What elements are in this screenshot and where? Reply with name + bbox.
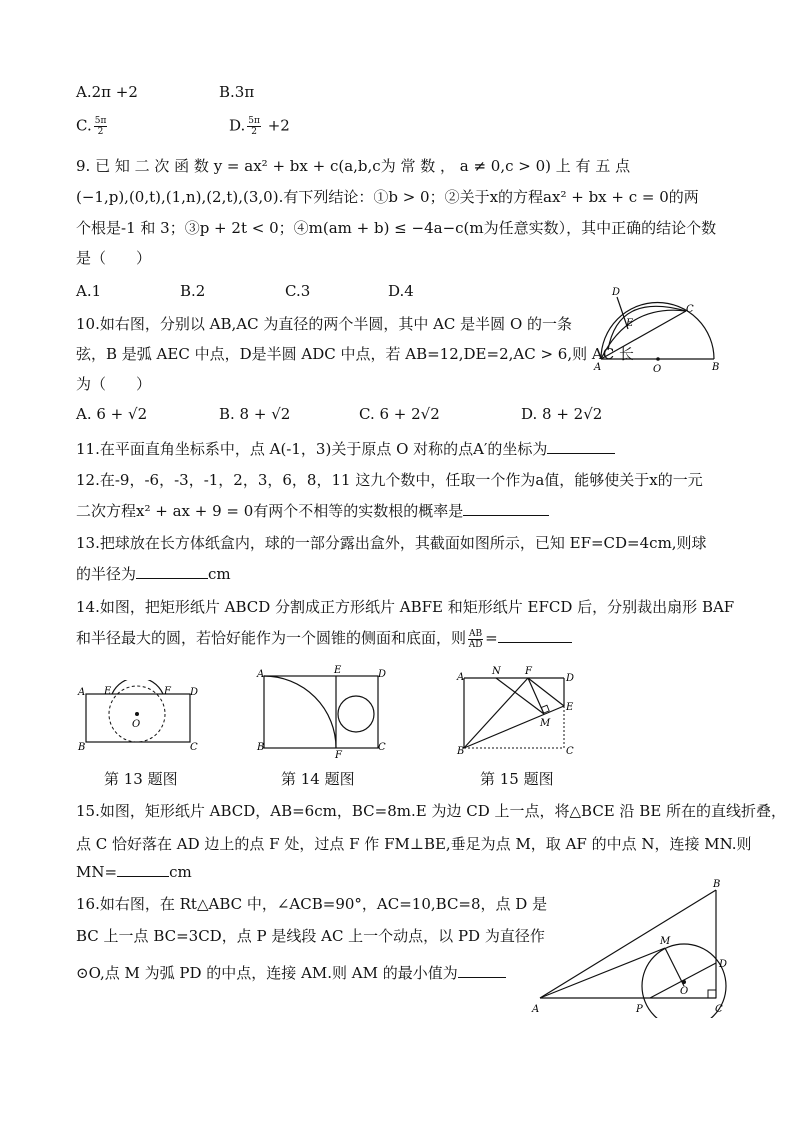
q16-line-2: BC 上一点 BC=3CD，点 P 是线段 AC 上一个动点，以 PD 为直径作 — [76, 927, 545, 945]
fig16-label-a: A — [532, 1004, 540, 1015]
fig14-label-d: D — [378, 669, 387, 680]
q11-line: 11.在平面直角坐标系中，点 A(-1，3)关于原点 O 对称的点A′的坐标为 — [76, 438, 615, 459]
q14-line-1: 14.如图，把矩形纸片 ABCD 分割成正方形纸片 ABFE 和矩形纸片 EFCD 后，分别裁出扇形 BAF — [76, 598, 735, 616]
fig13-label-a: A — [78, 687, 86, 698]
q9-option-c: C.3 — [285, 282, 311, 300]
q15-line-1: 15.如图，矩形纸片 ABCD，AB=6cm，BC=8m.E 为边 CD 上一点，将△BCE 沿 BE 所在的直线折叠， — [76, 802, 787, 820]
fig13 — [74, 680, 204, 755]
fig10-label-e: E — [626, 318, 634, 329]
q9-line-2: (−1,p),(0,t),(1,n),(2,t),(3,0).有下列结论：①b > 0；②关于x的方程ax² + bx + c = 0的两 — [76, 188, 699, 206]
q16-figure — [526, 876, 736, 1018]
q8-option-d: D. $\frac{5\pi}{2}$ +2 — [229, 116, 290, 137]
q16-line-3: ⊙O,点 M 为弧 PD 的中点，连接 AM.则 AM 的最小值为 — [76, 962, 506, 983]
fig15-caption: 第 15 题图 — [480, 770, 554, 788]
q15-line-2: 点 C 恰好落在 AD 边上的点 F 处，过点 F 作 FM⊥BE,垂足为点 M，取 AF 的中点 N，连接 MN.则 — [76, 835, 752, 853]
q14-line-2: 和半径最大的圆，若恰好能作为一个圆锥的侧面和底面，则 $\frac{AB}{AD}$ = — [76, 627, 572, 650]
fig16-label-p: P — [636, 1004, 643, 1015]
q16-answer-blank[interactable] — [458, 963, 506, 978]
fig16-label-m: M — [660, 936, 671, 947]
fig10-label-b: B — [712, 362, 720, 373]
fig16-label-b: B — [713, 879, 721, 890]
fig15-label-n: N — [492, 666, 501, 677]
q14-answer-blank[interactable] — [498, 628, 572, 643]
fig13-label-e: E — [104, 686, 112, 697]
fig16-label-d: D — [719, 959, 728, 970]
q10-figure — [588, 282, 726, 374]
q16-line-1: 16.如右图，在 Rt△ABC 中，∠ACB=90°，AC=10,BC=8，点 D 是 — [76, 895, 548, 913]
fig15-label-b: B — [457, 746, 465, 757]
fig15-label-e: E — [566, 702, 574, 713]
q9-line-4: 是（ ） — [76, 249, 152, 267]
q12-answer-blank[interactable] — [463, 501, 549, 516]
q15-line-3: MN= cm — [76, 863, 192, 881]
fig13-label-f: F — [164, 686, 171, 697]
fig15 — [452, 662, 584, 758]
q10-line-2: 弦，B 是弧 AEC 中点，D是半圆 ADC 中点，若 AB=12,DE=2,AC > 6,则 AC 长 — [76, 345, 634, 363]
q10-option-c: C. 6 + 2√2 — [359, 405, 440, 423]
fig13-label-c: C — [190, 742, 198, 753]
fig10-label-c: C — [686, 304, 694, 315]
fig10-label-a: A — [594, 362, 602, 373]
q10-line-3: 为（ ） — [76, 375, 152, 393]
q15-answer-blank[interactable] — [117, 862, 169, 877]
q9-option-b: B.2 — [180, 282, 206, 300]
q10-option-d: D. 8 + 2√2 — [521, 405, 603, 423]
q10-line-1: 10.如右图，分别以 AB,AC 为直径的两个半圆，其中 AC 是半圆 O 的一条 — [76, 315, 573, 333]
fig14-label-f: F — [335, 750, 342, 758]
fig15-label-c: C — [566, 746, 574, 757]
q13-line-2: 的半径为 cm — [76, 565, 231, 583]
fig13-caption: 第 13 题图 — [104, 770, 178, 788]
fig14-label-a: A — [257, 669, 265, 680]
fig16-label-o: O — [680, 986, 689, 997]
q10-option-b: B. 8 + √2 — [219, 405, 291, 423]
fig13-label-b: B — [78, 742, 86, 753]
fig15-label-a: A — [457, 672, 465, 683]
fig15-label-d: D — [566, 673, 575, 684]
q9-line-3: 个根是-1 和 3；③p + 2t < 0；④m(am + b) ≤ −4a−c(m为任意实数），其中正确的结论个数 — [76, 219, 717, 237]
q8-option-c: C. $\frac{5\pi}{2}$ — [76, 116, 107, 137]
fig16-label-c: C — [715, 1004, 723, 1015]
fig10-label-d: D — [612, 287, 621, 298]
q13-answer-blank[interactable] — [136, 564, 208, 579]
fig15-label-m: M — [540, 718, 551, 729]
q9-option-d: D.4 — [388, 282, 414, 300]
q10-option-a: A. 6 + √2 — [76, 405, 148, 423]
fig10-label-o: O — [653, 364, 662, 374]
q9-option-a: A.1 — [76, 282, 102, 300]
q12-line-1: 12.在-9，-6，-3，-1，2，3，6，8，11 这九个数中，任取一个作为a值，能够使关于x的一元 — [76, 471, 703, 489]
fig13-label-o: O — [132, 719, 141, 730]
q13-line-1: 13.把球放在长方体纸盒内，球的一部分露出盒外，其截面如图所示，已知 EF=CD=4cm,则球 — [76, 534, 707, 552]
fig14-label-b: B — [257, 742, 265, 753]
fig14-label-c: C — [378, 742, 386, 753]
q9-line-1: 9. 已 知 二 次 函 数 y = ax² + bx + c(a,b,c为 常 数 ， a ≠ 0,c > 0) 上 有 五 点 — [76, 157, 631, 175]
fig14-caption: 第 14 题图 — [281, 770, 355, 788]
fig13-label-d: D — [190, 687, 199, 698]
q11-answer-blank[interactable] — [547, 439, 615, 454]
q8-option-a: A.2π +2 — [76, 83, 138, 101]
q12-line-2: 二次方程x² + ax + 9 = 0有两个不相等的实数根的概率是 — [76, 500, 549, 521]
q8-option-b: B.3π — [219, 83, 255, 101]
fig14-label-e: E — [334, 665, 342, 676]
fig14 — [252, 662, 392, 758]
fig15-label-f: F — [525, 666, 532, 677]
